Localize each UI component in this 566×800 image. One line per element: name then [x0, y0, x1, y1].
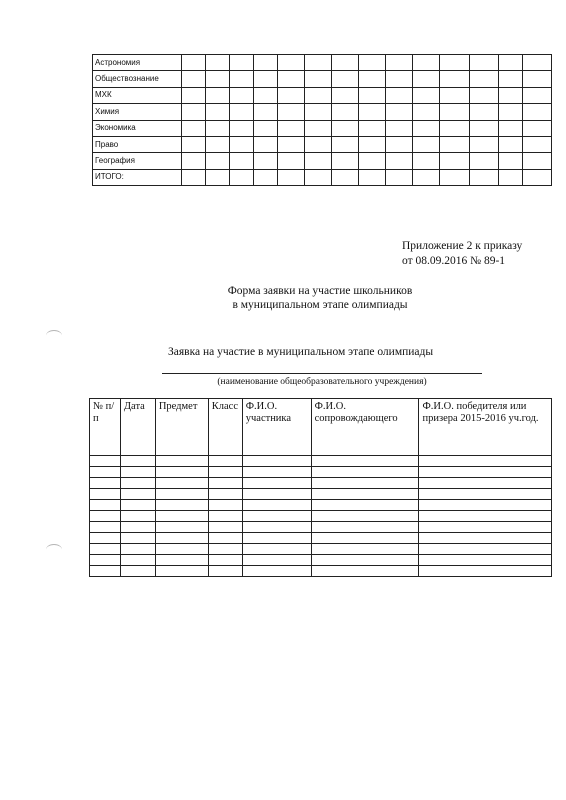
- application-row: [90, 478, 552, 489]
- application-cell: [155, 566, 208, 577]
- subject-cell: [254, 104, 278, 120]
- application-cell: [90, 467, 121, 478]
- subject-name: География: [93, 153, 182, 169]
- subject-cell: [439, 169, 469, 185]
- application-cell: [311, 511, 419, 522]
- subject-cell: [359, 87, 386, 103]
- application-cell: [311, 478, 419, 489]
- application-cell: [90, 555, 121, 566]
- application-cell: [311, 489, 419, 500]
- application-cell: [208, 522, 242, 533]
- subject-name: Химия: [93, 104, 182, 120]
- subject-cell: [278, 55, 305, 71]
- subject-cell: [439, 120, 469, 136]
- subject-cell: [523, 55, 552, 71]
- application-cell: [155, 478, 208, 489]
- application-header-cell: Предмет: [155, 399, 208, 456]
- subject-cell: [278, 153, 305, 169]
- subject-cell: [254, 169, 278, 185]
- subject-cell: [206, 87, 230, 103]
- institution-name-line: [162, 373, 482, 374]
- subject-cell: [278, 71, 305, 87]
- subject-cell: [305, 87, 332, 103]
- application-cell: [120, 566, 155, 577]
- application-cell: [419, 511, 552, 522]
- subject-cell: [385, 120, 412, 136]
- application-row: [90, 555, 552, 566]
- application-row: [90, 511, 552, 522]
- application-cell: [90, 489, 121, 500]
- subject-cell: [182, 104, 206, 120]
- subject-cell: [499, 104, 523, 120]
- application-cell: [90, 456, 121, 467]
- application-header-cell: Класс: [208, 399, 242, 456]
- application-cell: [90, 533, 121, 544]
- application-cell: [90, 522, 121, 533]
- subject-cell: [206, 169, 230, 185]
- subject-cell: [254, 55, 278, 71]
- application-cell: [242, 522, 311, 533]
- application-cell: [419, 456, 552, 467]
- subject-row: [93, 153, 552, 169]
- application-cell: [208, 456, 242, 467]
- application-cell: [90, 478, 121, 489]
- subject-cell: [359, 136, 386, 152]
- subject-cell: [385, 104, 412, 120]
- subject-cell: [412, 120, 439, 136]
- subject-cell: [359, 120, 386, 136]
- subject-cell: [439, 153, 469, 169]
- subject-cell: [469, 153, 499, 169]
- subject-cell: [523, 71, 552, 87]
- subject-cell: [412, 71, 439, 87]
- application-cell: [90, 500, 121, 511]
- subject-cell: [385, 153, 412, 169]
- subject-cell: [412, 136, 439, 152]
- subject-cell: [385, 136, 412, 152]
- form-title: [150, 284, 490, 312]
- application-cell: [90, 544, 121, 555]
- subject-cell: [206, 104, 230, 120]
- subject-name: МХК: [93, 87, 182, 103]
- subject-cell: [332, 169, 359, 185]
- subject-cell: [332, 136, 359, 152]
- subject-cell: [305, 104, 332, 120]
- subject-row: [93, 71, 552, 87]
- subject-cell: [412, 55, 439, 71]
- subject-cell: [254, 71, 278, 87]
- application-cell: [120, 555, 155, 566]
- application-cell: [242, 566, 311, 577]
- application-cell: [155, 456, 208, 467]
- application-cell: [155, 555, 208, 566]
- subject-cell: [206, 55, 230, 71]
- application-cell: [90, 566, 121, 577]
- subject-row: [93, 104, 552, 120]
- subject-cell: [230, 87, 254, 103]
- subject-cell: [499, 120, 523, 136]
- subject-cell: [523, 104, 552, 120]
- subject-name: Право: [93, 136, 182, 152]
- subject-cell: [523, 153, 552, 169]
- subject-cell: [305, 71, 332, 87]
- subject-cell: [439, 71, 469, 87]
- application-cell: [311, 522, 419, 533]
- application-cell: [419, 489, 552, 500]
- application-cell: [208, 467, 242, 478]
- subject-cell: [305, 55, 332, 71]
- application-cell: [242, 511, 311, 522]
- application-table: [89, 398, 552, 577]
- application-cell: [242, 500, 311, 511]
- subject-cell: [206, 120, 230, 136]
- subject-cell: [523, 169, 552, 185]
- punch-hole-mark: [46, 330, 62, 341]
- application-cell: [155, 522, 208, 533]
- application-cell: [120, 500, 155, 511]
- subject-cell: [499, 169, 523, 185]
- application-cell: [419, 566, 552, 577]
- subject-cell: [278, 120, 305, 136]
- application-cell: [311, 566, 419, 577]
- subject-name: Астрономия: [93, 55, 182, 71]
- application-cell: [155, 500, 208, 511]
- application-cell: [120, 544, 155, 555]
- subject-cell: [278, 87, 305, 103]
- application-cell: [208, 500, 242, 511]
- subject-cell: [230, 169, 254, 185]
- application-cell: [120, 478, 155, 489]
- application-cell: [208, 478, 242, 489]
- subject-cell: [305, 169, 332, 185]
- application-cell: [242, 456, 311, 467]
- application-row: [90, 533, 552, 544]
- subject-row: [93, 136, 552, 152]
- subject-cell: [254, 153, 278, 169]
- subject-name: Экономика: [93, 120, 182, 136]
- subject-row: [93, 55, 552, 71]
- application-header-cell: Ф.И.О. сопровождающего: [311, 399, 419, 456]
- application-row: [90, 522, 552, 533]
- subject-cell: [305, 153, 332, 169]
- subject-cell: [332, 153, 359, 169]
- application-title: Заявка на участие в муниципальном этапе олимпиады: [168, 346, 434, 358]
- subject-cell: [206, 136, 230, 152]
- subject-cell: [439, 55, 469, 71]
- subject-cell: [332, 87, 359, 103]
- subject-cell: [230, 153, 254, 169]
- subject-cell: [182, 153, 206, 169]
- subject-cell: [469, 71, 499, 87]
- subject-cell: [385, 87, 412, 103]
- application-cell: [419, 555, 552, 566]
- subject-cell: [359, 71, 386, 87]
- subject-cell: [385, 169, 412, 185]
- application-cell: [311, 456, 419, 467]
- application-cell: [208, 533, 242, 544]
- subject-cell: [230, 104, 254, 120]
- subject-row: [93, 120, 552, 136]
- subject-cell: [523, 87, 552, 103]
- application-cell: [120, 533, 155, 544]
- application-cell: [120, 511, 155, 522]
- subject-row: [93, 169, 552, 185]
- subject-cell: [254, 120, 278, 136]
- annex-reference: [402, 239, 522, 269]
- subject-cell: [359, 55, 386, 71]
- application-cell: [120, 489, 155, 500]
- application-header-cell: Ф.И.О. участника: [242, 399, 311, 456]
- application-cell: [155, 467, 208, 478]
- application-cell: [311, 467, 419, 478]
- application-header-cell: Ф.И.О. победителя или призера 2015-2016 уч.год.: [419, 399, 552, 456]
- subject-cell: [332, 104, 359, 120]
- subject-cell: [230, 55, 254, 71]
- subject-cell: [182, 87, 206, 103]
- subject-cell: [230, 120, 254, 136]
- subject-cell: [278, 136, 305, 152]
- subject-cell: [439, 136, 469, 152]
- subject-cell: [359, 104, 386, 120]
- subject-cell: [359, 169, 386, 185]
- subject-cell: [523, 120, 552, 136]
- application-cell: [419, 522, 552, 533]
- application-cell: [242, 544, 311, 555]
- subject-name: Обществознание: [93, 71, 182, 87]
- application-cell: [419, 500, 552, 511]
- subject-name: ИТОГО:: [93, 169, 182, 185]
- subject-cell: [469, 104, 499, 120]
- application-cell: [311, 544, 419, 555]
- application-cell: [90, 511, 121, 522]
- application-cell: [208, 555, 242, 566]
- application-cell: [120, 467, 155, 478]
- application-cell: [242, 489, 311, 500]
- subject-cell: [385, 71, 412, 87]
- application-cell: [419, 467, 552, 478]
- subject-cell: [254, 87, 278, 103]
- application-cell: [208, 544, 242, 555]
- annex-line-2: от 08.09.2016 № 89-1: [402, 255, 506, 267]
- application-cell: [155, 489, 208, 500]
- subject-cell: [469, 136, 499, 152]
- subject-cell: [412, 153, 439, 169]
- application-cell: [120, 456, 155, 467]
- form-title-line-2: в муниципальном этапе олимпиады: [232, 299, 408, 311]
- subject-cell: [499, 87, 523, 103]
- subject-cell: [385, 55, 412, 71]
- subject-cell: [439, 104, 469, 120]
- application-row: [90, 456, 552, 467]
- application-cell: [242, 478, 311, 489]
- subject-cell: [305, 120, 332, 136]
- subject-cell: [182, 136, 206, 152]
- subject-cell: [305, 136, 332, 152]
- subject-cell: [499, 136, 523, 152]
- application-cell: [120, 522, 155, 533]
- application-cell: [155, 533, 208, 544]
- form-title-line-1: Форма заявки на участие школьников: [227, 285, 413, 297]
- annex-line-1: Приложение 2 к приказу: [402, 240, 523, 252]
- subject-cell: [523, 136, 552, 152]
- subject-cell: [412, 104, 439, 120]
- subject-cell: [439, 87, 469, 103]
- subject-cell: [230, 71, 254, 87]
- application-cell: [242, 533, 311, 544]
- subject-cell: [182, 120, 206, 136]
- subject-cell: [206, 71, 230, 87]
- institution-caption: (наименование общеобразовательного учреждения): [217, 377, 427, 387]
- application-cell: [208, 511, 242, 522]
- application-cell: [155, 544, 208, 555]
- subject-cell: [469, 55, 499, 71]
- subject-cell: [469, 169, 499, 185]
- application-cell: [208, 566, 242, 577]
- subject-cell: [469, 120, 499, 136]
- application-row: [90, 566, 552, 577]
- application-header-cell: Дата: [120, 399, 155, 456]
- subject-cell: [412, 87, 439, 103]
- application-cell: [311, 500, 419, 511]
- subject-cell: [206, 153, 230, 169]
- subject-cell: [230, 136, 254, 152]
- subject-cell: [332, 120, 359, 136]
- application-row: [90, 544, 552, 555]
- application-cell: [311, 555, 419, 566]
- subject-cell: [182, 55, 206, 71]
- application-row: [90, 467, 552, 478]
- application-cell: [419, 478, 552, 489]
- subject-cell: [359, 153, 386, 169]
- application-cell: [208, 489, 242, 500]
- application-cell: [155, 511, 208, 522]
- subject-cell: [182, 71, 206, 87]
- application-cell: [419, 533, 552, 544]
- subjects-table: [92, 54, 552, 186]
- subject-cell: [278, 104, 305, 120]
- subject-cell: [254, 136, 278, 152]
- application-cell: [419, 544, 552, 555]
- punch-hole-mark: [46, 544, 62, 555]
- application-cell: [242, 467, 311, 478]
- subject-cell: [278, 169, 305, 185]
- subject-row: [93, 87, 552, 103]
- application-cell: [242, 555, 311, 566]
- subject-cell: [332, 55, 359, 71]
- subject-cell: [469, 87, 499, 103]
- application-row: [90, 500, 552, 511]
- subject-cell: [499, 71, 523, 87]
- subject-cell: [499, 153, 523, 169]
- application-header-cell: № п/п: [90, 399, 121, 456]
- subject-cell: [182, 169, 206, 185]
- application-cell: [311, 533, 419, 544]
- subject-cell: [499, 55, 523, 71]
- subject-cell: [412, 169, 439, 185]
- application-row: [90, 489, 552, 500]
- subject-cell: [332, 71, 359, 87]
